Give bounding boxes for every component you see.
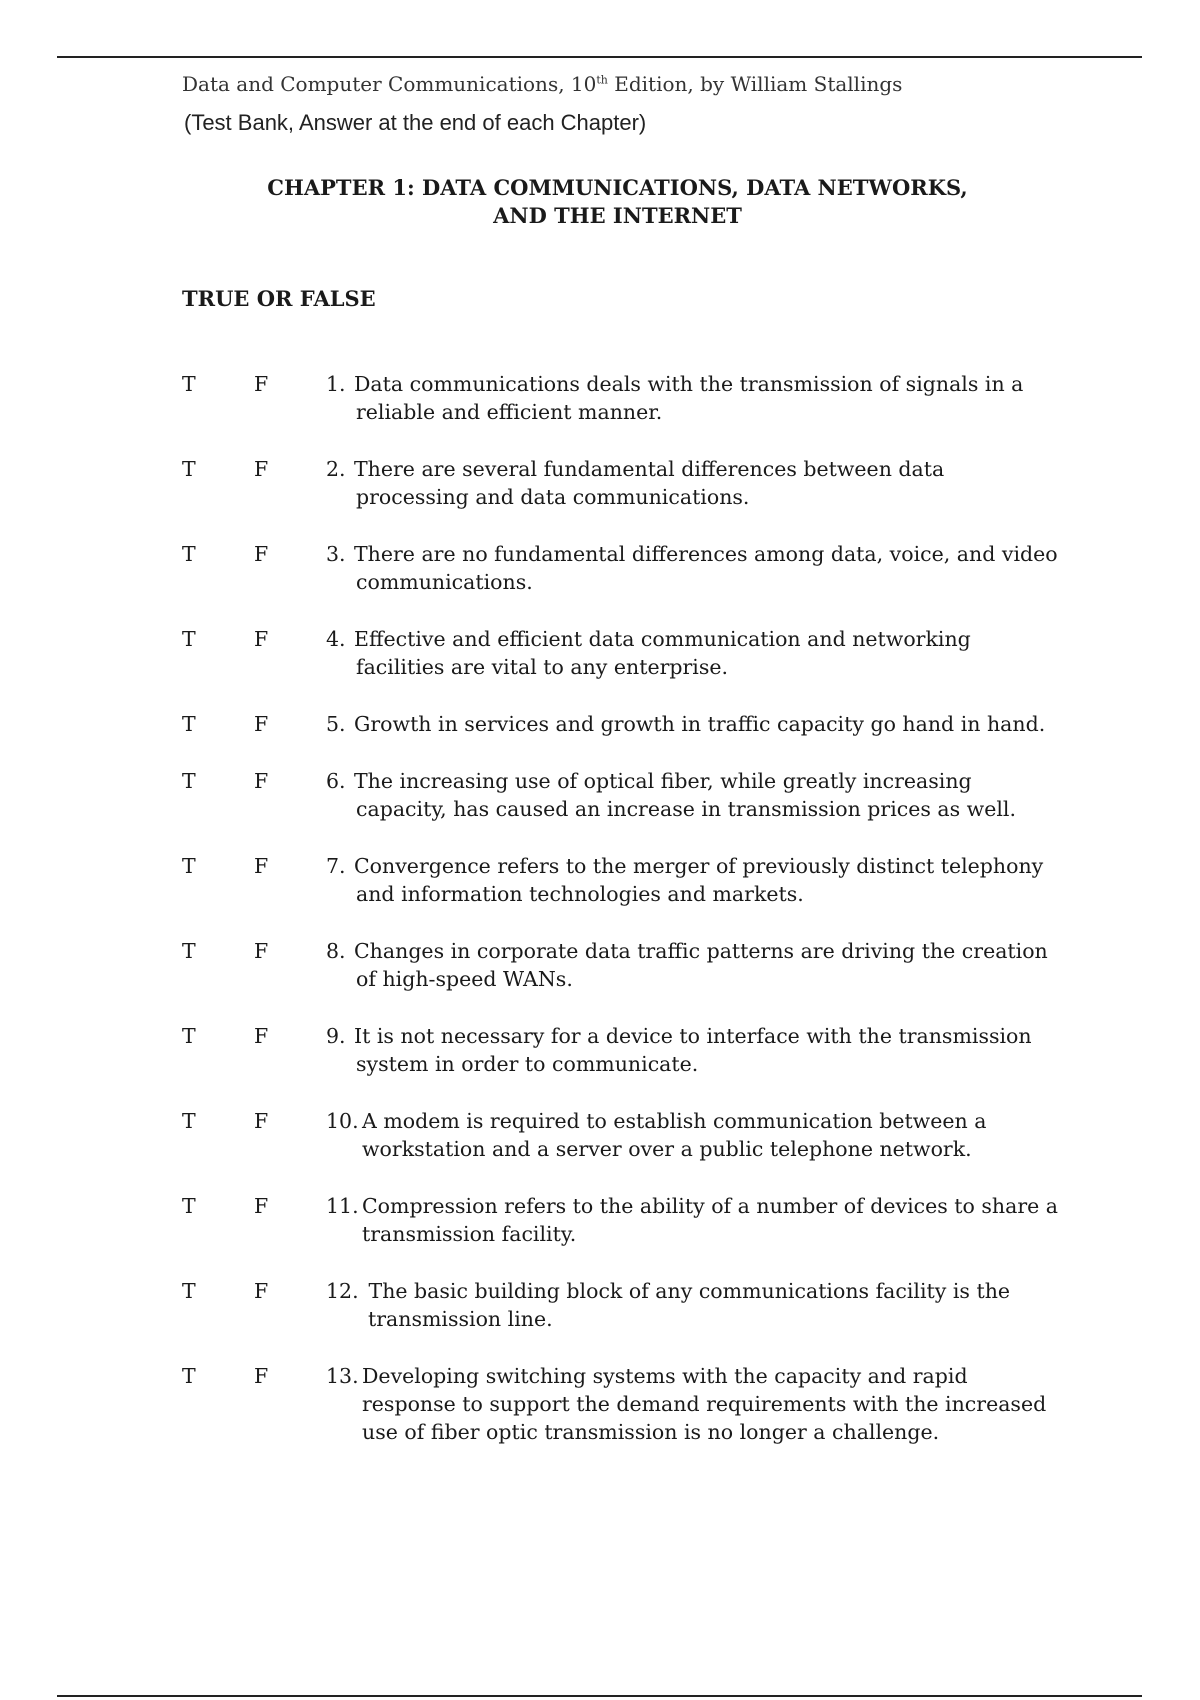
question-text bbox=[326, 540, 1062, 596]
question-number: 12. bbox=[326, 1279, 359, 1303]
question-number: 7. bbox=[326, 854, 346, 878]
true-option[interactable]: T bbox=[182, 712, 196, 736]
book-citation-superscript: th bbox=[596, 73, 608, 87]
question-line: Changes in corporate data traffic patterns are driving the creation bbox=[354, 939, 1048, 963]
book-citation bbox=[182, 72, 902, 96]
question-item bbox=[182, 455, 1062, 511]
question-text bbox=[326, 1192, 1062, 1248]
question-line: The basic building block of any communications facility is the bbox=[362, 1279, 1011, 1303]
question-line: Growth in services and growth in traffic capacity go hand in hand. bbox=[354, 712, 1046, 736]
question-line: There are several fundamental differences between data bbox=[354, 457, 945, 481]
question-number: 5. bbox=[326, 712, 346, 736]
question-item bbox=[182, 937, 1062, 993]
question-text bbox=[326, 370, 1062, 426]
question-text bbox=[326, 937, 1062, 993]
question-number: 13. bbox=[326, 1364, 359, 1388]
false-option[interactable]: F bbox=[254, 1364, 269, 1388]
chapter-title-line-2: AND THE INTERNET bbox=[493, 203, 742, 228]
question-item bbox=[182, 852, 1062, 908]
question-line: response to support the demand requirements with the increased bbox=[362, 1392, 1047, 1416]
question-line: Effective and efficient data communication and networking bbox=[354, 627, 971, 651]
question-item bbox=[182, 1362, 1062, 1446]
question-line: transmission line. bbox=[368, 1307, 553, 1331]
question-line: Convergence refers to the merger of previously distinct telephony bbox=[354, 854, 1044, 878]
false-option[interactable]: F bbox=[254, 1194, 269, 1218]
true-option[interactable]: T bbox=[182, 854, 196, 878]
question-line: system in order to communicate. bbox=[356, 1052, 699, 1076]
false-option[interactable]: F bbox=[254, 712, 269, 736]
false-option[interactable]: F bbox=[254, 939, 269, 963]
false-option[interactable]: F bbox=[254, 769, 269, 793]
false-option[interactable]: F bbox=[254, 854, 269, 878]
question-line: workstation and a server over a public telephone network. bbox=[362, 1137, 972, 1161]
question-line: transmission facility. bbox=[362, 1222, 577, 1246]
question-item bbox=[182, 625, 1062, 681]
true-option[interactable]: T bbox=[182, 1109, 196, 1133]
question-item bbox=[182, 540, 1062, 596]
question-number: 10. bbox=[326, 1109, 359, 1133]
question-line: It is not necessary for a device to interface with the transmission bbox=[354, 1024, 1032, 1048]
question-line: communications. bbox=[356, 570, 533, 594]
question-number: 2. bbox=[326, 457, 346, 481]
question-line: of high-speed WANs. bbox=[356, 967, 573, 991]
question-list bbox=[182, 370, 1062, 1475]
chapter-title-line-1: CHAPTER 1: DATA COMMUNICATIONS, DATA NETWORKS, bbox=[267, 175, 968, 200]
chapter-title bbox=[200, 174, 1035, 230]
section-title: TRUE OR FALSE bbox=[182, 286, 376, 311]
question-number: 8. bbox=[326, 939, 346, 963]
question-number: 11. bbox=[326, 1194, 359, 1218]
false-option[interactable]: F bbox=[254, 372, 269, 396]
book-citation-prefix: Data and Computer Communications, 10 bbox=[182, 72, 597, 96]
question-line: The increasing use of optical fiber, while greatly increasing bbox=[354, 769, 972, 793]
question-item bbox=[182, 1277, 1062, 1333]
question-line: Developing switching systems with the capacity and rapid bbox=[362, 1364, 968, 1388]
question-line: There are no fundamental differences among data, voice, and video bbox=[354, 542, 1058, 566]
question-item bbox=[182, 1107, 1062, 1163]
true-option[interactable]: T bbox=[182, 1279, 196, 1303]
true-option[interactable]: T bbox=[182, 457, 196, 481]
question-item bbox=[182, 1192, 1062, 1248]
test-bank-note: (Test Bank, Answer at the end of each Chapter) bbox=[184, 110, 647, 135]
book-citation-suffix: Edition, by William Stallings bbox=[607, 72, 903, 96]
question-number: 6. bbox=[326, 769, 346, 793]
question-line: facilities are vital to any enterprise. bbox=[356, 655, 729, 679]
question-number: 3. bbox=[326, 542, 346, 566]
question-item bbox=[182, 710, 1062, 738]
question-text bbox=[326, 1107, 1062, 1163]
question-text bbox=[326, 852, 1062, 908]
top-rule bbox=[57, 56, 1142, 58]
false-option[interactable]: F bbox=[254, 627, 269, 651]
question-number: 4. bbox=[326, 627, 346, 651]
question-line: use of fiber optic transmission is no longer a challenge. bbox=[362, 1420, 940, 1444]
true-option[interactable]: T bbox=[182, 769, 196, 793]
question-line: processing and data communications. bbox=[356, 485, 750, 509]
question-number: 1. bbox=[326, 372, 346, 396]
true-option[interactable]: T bbox=[182, 372, 196, 396]
true-option[interactable]: T bbox=[182, 542, 196, 566]
true-option[interactable]: T bbox=[182, 1194, 196, 1218]
true-option[interactable]: T bbox=[182, 939, 196, 963]
question-text bbox=[326, 1362, 1062, 1446]
question-text bbox=[326, 625, 1062, 681]
false-option[interactable]: F bbox=[254, 1279, 269, 1303]
question-line: reliable and efficient manner. bbox=[356, 400, 663, 424]
question-item bbox=[182, 767, 1062, 823]
question-text bbox=[326, 767, 1062, 823]
true-option[interactable]: T bbox=[182, 627, 196, 651]
false-option[interactable]: F bbox=[254, 542, 269, 566]
question-line: A modem is required to establish communication between a bbox=[362, 1109, 987, 1133]
question-item bbox=[182, 1022, 1062, 1078]
question-line: and information technologies and markets. bbox=[356, 882, 804, 906]
question-text bbox=[326, 1022, 1062, 1078]
question-text bbox=[326, 710, 1062, 738]
false-option[interactable]: F bbox=[254, 1109, 269, 1133]
true-option[interactable]: T bbox=[182, 1364, 196, 1388]
question-line: capacity, has caused an increase in transmission prices as well. bbox=[356, 797, 1016, 821]
question-item bbox=[182, 370, 1062, 426]
false-option[interactable]: F bbox=[254, 1024, 269, 1048]
question-line: Data communications deals with the transmission of signals in a bbox=[354, 372, 1024, 396]
false-option[interactable]: F bbox=[254, 457, 269, 481]
bottom-rule bbox=[57, 1695, 1142, 1697]
question-line: Compression refers to the ability of a number of devices to share a bbox=[362, 1194, 1058, 1218]
question-number: 9. bbox=[326, 1024, 346, 1048]
question-text bbox=[326, 455, 1062, 511]
true-option[interactable]: T bbox=[182, 1024, 196, 1048]
question-text bbox=[326, 1277, 1062, 1333]
